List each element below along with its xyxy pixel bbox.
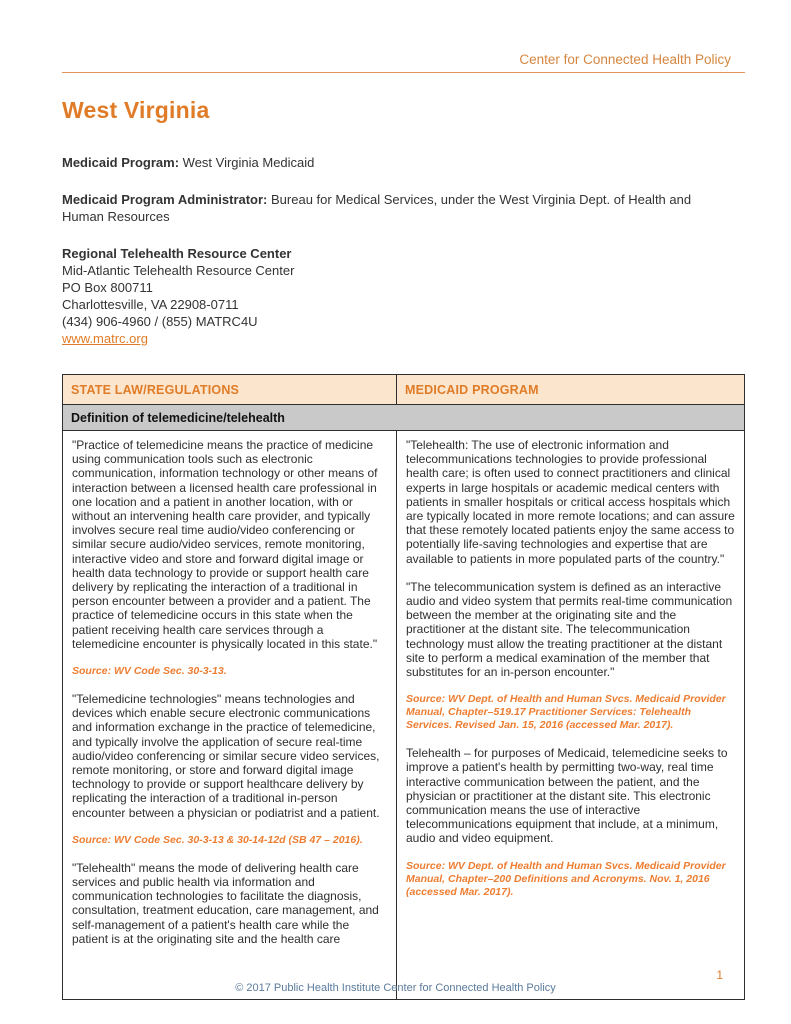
table-header-row	[63, 375, 744, 404]
resource-center-heading: Regional Telehealth Resource Center	[62, 246, 292, 261]
medicaid-source: Source: WV Dept. of Health and Human Svcs. Medicaid Provider Manual, Chapter–519.17 Practitioner Services: Telehealth Services. Revised Jan. 15, 2016 (accessed Mar. 2017).	[406, 693, 726, 732]
resource-center-website-link[interactable]: www.matrc.org	[62, 331, 148, 346]
medicaid-program-line	[62, 154, 745, 171]
column-header-state-law: STATE LAW/REGULATIONS	[63, 375, 397, 404]
medicaid-program-cell	[397, 431, 744, 999]
page-title: West Virginia	[62, 97, 210, 123]
table-body-row	[63, 431, 744, 999]
administrator-line	[62, 191, 722, 225]
medicaid-source: Source: WV Dept. of Health and Human Svcs. Medicaid Provider Manual, Chapter–200 Definitions and Acronyms. Nov. 1, 2016 (accessed Mar. 2017).	[406, 859, 726, 898]
section-row-definition: Definition of telemedicine/telehealth	[63, 404, 744, 431]
medicaid-program-label: Medicaid Program:	[62, 155, 180, 170]
state-law-paragraph: "Practice of telemedicine means the practice of medicine using communication tools such as electronic communication, information technology or other means of interaction between a licensed health care professional in one location and a patient in another location, with or without an intervening health care provider, and typically involves secure real time audio/video conferencing or similar secure audio/video services, remote monitoring, interactive video and store and forward digital image or health data technology to provide or support health care delivery by replicating the interaction of a traditional in person encounter between a provider and a patient. The practice of telemedicine occurs in this state when the patient receiving health care services through a telemedicine encounter is physically located in this state."	[72, 438, 378, 651]
page-header	[62, 0, 745, 73]
medicaid-paragraph: Telehealth – for purposes of Medicaid, telemedicine seeks to improve a patient's health by permitting two-way, real time interactive communication between the patient, and the physician or practitioner at the distant site. This electronic communication means the use of interactive telecommunications equipment that include, at a minimum, audio and video equipment.	[406, 746, 728, 846]
state-law-paragraph: "Telemedicine technologies" means technologies and devices which enable secure electronic communications and information exchange in the practice of telemedicine, and typically involve the application of secure real-time audio/video conferencing or similar secure video services, remote monitoring, or store and forward digital image technology to provide or support healthcare delivery by replicating the interaction of a traditional in-person encounter between a physician or podiatrist and a patient.	[72, 692, 380, 820]
policy-table	[62, 374, 745, 1000]
page-footer	[0, 968, 791, 1024]
medicaid-paragraph: "The telecommunication system is defined as an interactive audio and video system that permits real-time communication between the member at the originating site and the practitioner at the distant site. The telecommunication technology must allow the treating practitioner at the distant site to perform a medical examination of the member that substitutes for an in-person encounter."	[406, 579, 733, 680]
state-law-source: Source: WV Code Sec. 30-3-13 & 30-14-12d (SB 47 – 2016).	[72, 833, 363, 846]
medicaid-program-value: West Virginia Medicaid	[182, 155, 315, 170]
state-law-paragraph: "Telehealth" means the mode of delivering health care services and public health via information and communication technologies to facilitate the diagnosis, consultation, treatment education, care management, and self-management of a patient's health care while the patient is at the originating site and the health care	[72, 860, 379, 946]
administrator-value: Bureau for Medical Services, under the West Virginia Dept. of Health and Human Resources	[62, 192, 692, 224]
resource-center-pobox: PO Box 800711	[62, 280, 153, 295]
resource-center-name: Mid-Atlantic Telehealth Resource Center	[62, 263, 295, 278]
header-rule	[62, 72, 745, 73]
copyright-text: © 2017 Public Health Institute Center for Connected Health Policy	[235, 982, 556, 994]
resource-center-city: Charlottesville, VA 22908-0711	[62, 297, 239, 312]
resource-center-phone: (434) 906-4960 / (855) MATRC4U	[62, 314, 258, 329]
resource-center-block	[62, 245, 745, 348]
org-name: Center for Connected Health Policy	[519, 52, 731, 67]
state-law-source: Source: WV Code Sec. 30-3-13.	[72, 665, 227, 678]
column-header-medicaid-program: MEDICAID PROGRAM	[397, 375, 744, 404]
administrator-label: Medicaid Program Administrator:	[62, 192, 268, 207]
state-law-cell	[63, 431, 397, 999]
medicaid-paragraph: "Telehealth: The use of electronic information and telecommunications technologies to provide professional health care; is often used to connect practitioners and clinical experts in large hospitals or academic medical centers with patients in smaller hospitals or critical access hospitals which are typically located in more remote locations; and can assure that these remotely located patients enjoy the same access to potentially life-saving technologies and expertise that are available to patients in more populated parts of the country."	[406, 438, 735, 566]
page-number: 1	[716, 968, 723, 982]
